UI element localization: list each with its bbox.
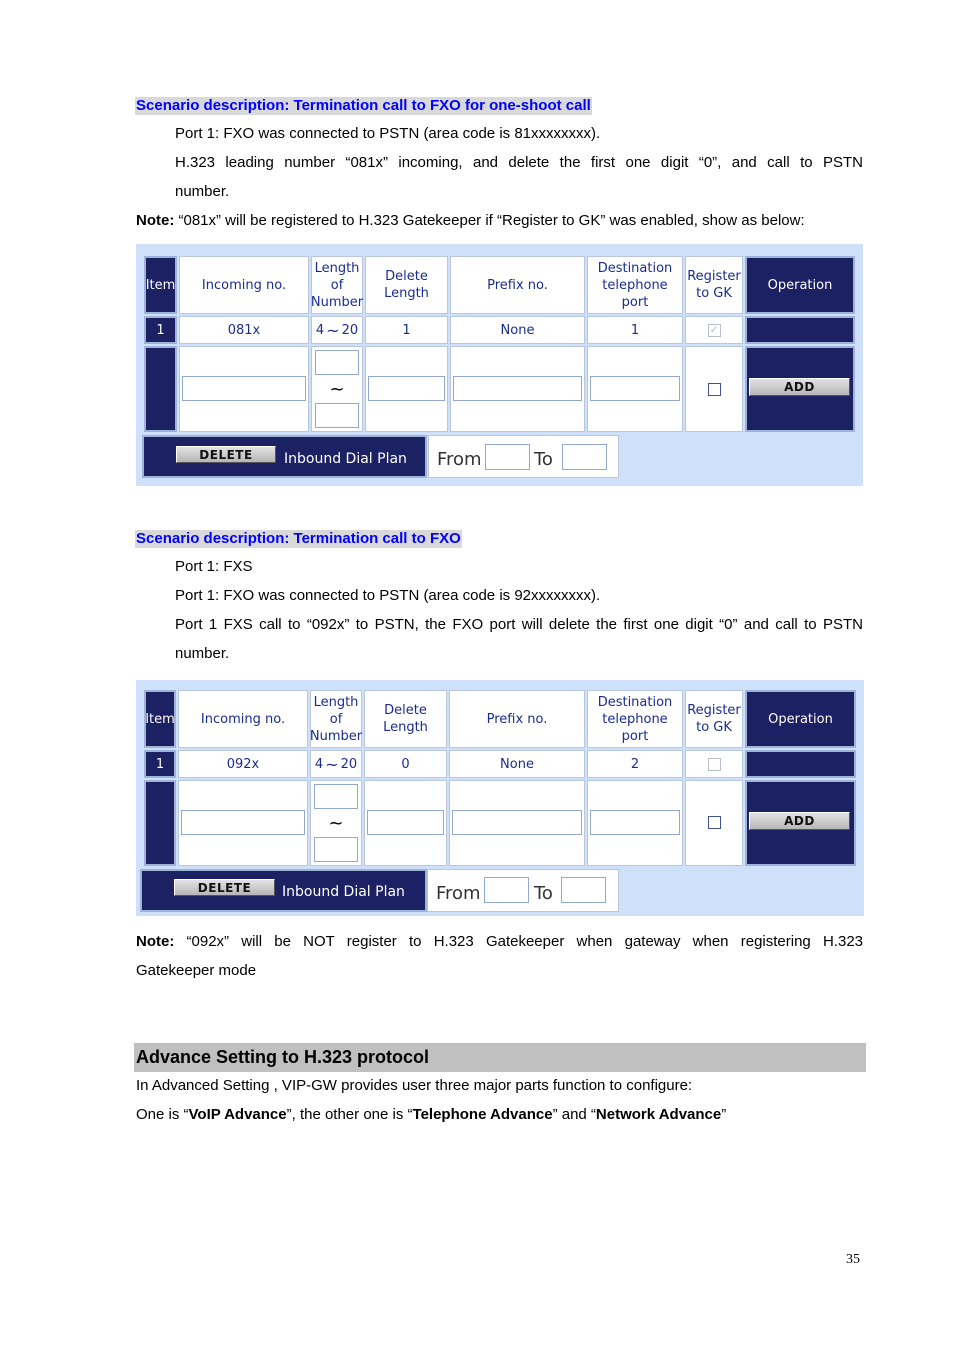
delete-button[interactable]: DELETE — [176, 446, 276, 463]
header-text: to GK — [696, 286, 732, 301]
section-parts-line — [136, 1106, 726, 1124]
row-incoming: 081x — [179, 316, 309, 344]
register-checkbox[interactable] — [708, 816, 721, 829]
row-register-cell — [685, 750, 743, 778]
scenario-heading: Scenario description: Termination call to FXO for one-shoot call — [136, 97, 591, 114]
length-max-input[interactable] — [314, 837, 358, 862]
row-length — [311, 316, 363, 344]
register-checkbox-disabled: ✓ — [708, 324, 721, 337]
header-item: Item — [144, 690, 176, 748]
from-input[interactable] — [484, 877, 529, 903]
row-delete-length: 0 — [364, 750, 447, 778]
row-length-min: 4 — [315, 322, 325, 338]
header-incoming: Incoming no. — [178, 690, 308, 748]
header-delete-length — [364, 690, 447, 748]
scenario-text: number. — [175, 183, 230, 200]
to-input[interactable] — [561, 877, 606, 903]
header-prefix: Prefix no. — [449, 690, 585, 748]
header-prefix: Prefix no. — [450, 256, 585, 314]
delete-button[interactable]: DELETE — [174, 879, 275, 896]
range-tilde: ~ — [328, 812, 344, 834]
header-length-of-number — [310, 690, 362, 748]
row-register-cell — [685, 316, 743, 344]
from-label: From — [436, 883, 481, 904]
length-min-input[interactable] — [315, 350, 359, 375]
text-fragment: ” — [721, 1106, 727, 1123]
from-label: From — [437, 449, 482, 470]
header-text: telephone port — [602, 711, 668, 744]
row-length — [310, 750, 362, 778]
text-fragment: ” and “ — [552, 1106, 596, 1123]
header-text: Number — [310, 294, 364, 310]
note-text: Gatekeeper mode — [136, 962, 257, 979]
header-incoming: Incoming no. — [179, 256, 309, 314]
header-text: to GK — [696, 720, 732, 735]
scenario-heading: Scenario description: Termination call to FXO — [136, 530, 461, 547]
row-length-min: 4 — [314, 756, 324, 772]
text-fragment: One is “ — [136, 1106, 189, 1123]
note-label: Note: — [136, 212, 175, 229]
header-text: Destination — [597, 260, 673, 276]
header-text: Number — [309, 728, 363, 744]
note-label: Note: — [136, 933, 175, 950]
voip-advance-term: VoIP Advance — [188, 1106, 287, 1123]
dial-plan-panel — [136, 244, 863, 486]
header-text: Register — [687, 703, 741, 718]
section-intro: In Advanced Setting , VIP-GW provides user three major parts function to configure: — [136, 1077, 693, 1094]
header-text: Destination — [597, 694, 673, 710]
row-item: 1 — [144, 316, 177, 344]
destination-input[interactable] — [590, 810, 680, 835]
dial-plan-panel — [136, 680, 864, 916]
row-item: 1 — [144, 750, 176, 778]
scenario-text: number. — [175, 645, 230, 662]
row-prefix: None — [450, 316, 585, 344]
to-label: To — [534, 883, 553, 904]
row-destination: 2 — [587, 750, 683, 778]
row-destination: 1 — [587, 316, 683, 344]
scenario-text: Port 1: FXO was connected to PSTN (area code is 81xxxxxxxx). — [175, 125, 601, 142]
to-label: To — [534, 449, 553, 470]
header-destination-port — [587, 690, 683, 748]
range-tilde: ~ — [325, 754, 339, 774]
register-checkbox-disabled — [708, 758, 721, 771]
delete-length-input[interactable] — [367, 810, 444, 835]
header-text: of — [330, 277, 344, 293]
destination-input[interactable] — [590, 376, 680, 401]
scenario-text: Port 1: FXS — [175, 558, 253, 575]
prefix-input[interactable] — [452, 810, 582, 835]
header-destination-port — [587, 256, 683, 314]
length-min-input[interactable] — [314, 784, 358, 809]
header-delete-length — [365, 256, 448, 314]
header-operation: Operation — [745, 690, 856, 748]
header-text: Length — [314, 260, 360, 276]
header-text: Delete — [385, 269, 428, 284]
to-input[interactable] — [562, 444, 607, 470]
row-operation — [745, 750, 856, 778]
header-text: Length — [313, 694, 359, 710]
header-text: Register — [687, 269, 741, 284]
header-text: Length — [383, 720, 428, 735]
length-max-input[interactable] — [315, 403, 359, 428]
row-length-max: 20 — [341, 322, 359, 338]
prefix-input[interactable] — [453, 376, 582, 401]
note-text: “081x” will be registered to H.323 Gatekeeper if “Register to GK” was enabled, show as below: — [174, 212, 805, 229]
header-text: of — [329, 711, 343, 727]
inbound-dial-plan-label: Inbound Dial Plan — [282, 884, 405, 900]
header-register-gk — [685, 256, 743, 314]
from-input[interactable] — [485, 444, 530, 470]
range-tilde: ~ — [326, 320, 340, 340]
note-text: “092x” will be NOT register to H.323 Gatekeeper when gateway when registering H.323 — [174, 933, 863, 950]
delete-length-input[interactable] — [368, 376, 445, 401]
scenario-text: H.323 leading number “081x” incoming, and delete the first one digit “0”, and call to PSTN — [175, 154, 863, 171]
header-register-gk — [685, 690, 743, 748]
add-button[interactable]: ADD — [749, 812, 850, 830]
row-delete-length: 1 — [365, 316, 448, 344]
header-text: Length — [384, 286, 429, 301]
header-item: Item — [144, 256, 177, 314]
page-number: 35 — [846, 1252, 860, 1267]
scenario-text: Port 1: FXO was connected to PSTN (area code is 92xxxxxxxx). — [175, 587, 601, 604]
header-operation: Operation — [745, 256, 855, 314]
header-length-of-number — [311, 256, 363, 314]
row-length-max: 20 — [340, 756, 358, 772]
note-paragraph — [136, 933, 863, 951]
inbound-dial-plan-label: Inbound Dial Plan — [284, 451, 407, 467]
incoming-input[interactable] — [182, 376, 306, 401]
row-operation — [745, 316, 855, 344]
header-text: Delete — [384, 703, 427, 718]
note-paragraph — [136, 212, 805, 230]
scenario-text: Port 1 FXS call to “092x” to PSTN, the FXO port will delete the first one digit “0” and call to PSTN — [175, 616, 863, 633]
header-text: telephone port — [602, 277, 668, 310]
input-row-item — [144, 780, 176, 866]
section-heading: Advance Setting to H.323 protocol — [134, 1043, 866, 1072]
input-row-item — [144, 346, 177, 432]
telephone-advance-term: Telephone Advance — [412, 1106, 553, 1123]
range-tilde: ~ — [329, 378, 345, 400]
text-fragment: ”, the other one is “ — [286, 1106, 413, 1123]
incoming-input[interactable] — [181, 810, 305, 835]
register-checkbox[interactable] — [708, 383, 721, 396]
network-advance-term: Network Advance — [595, 1106, 722, 1123]
add-button[interactable]: ADD — [749, 378, 850, 396]
row-incoming: 092x — [178, 750, 308, 778]
row-prefix: None — [449, 750, 585, 778]
